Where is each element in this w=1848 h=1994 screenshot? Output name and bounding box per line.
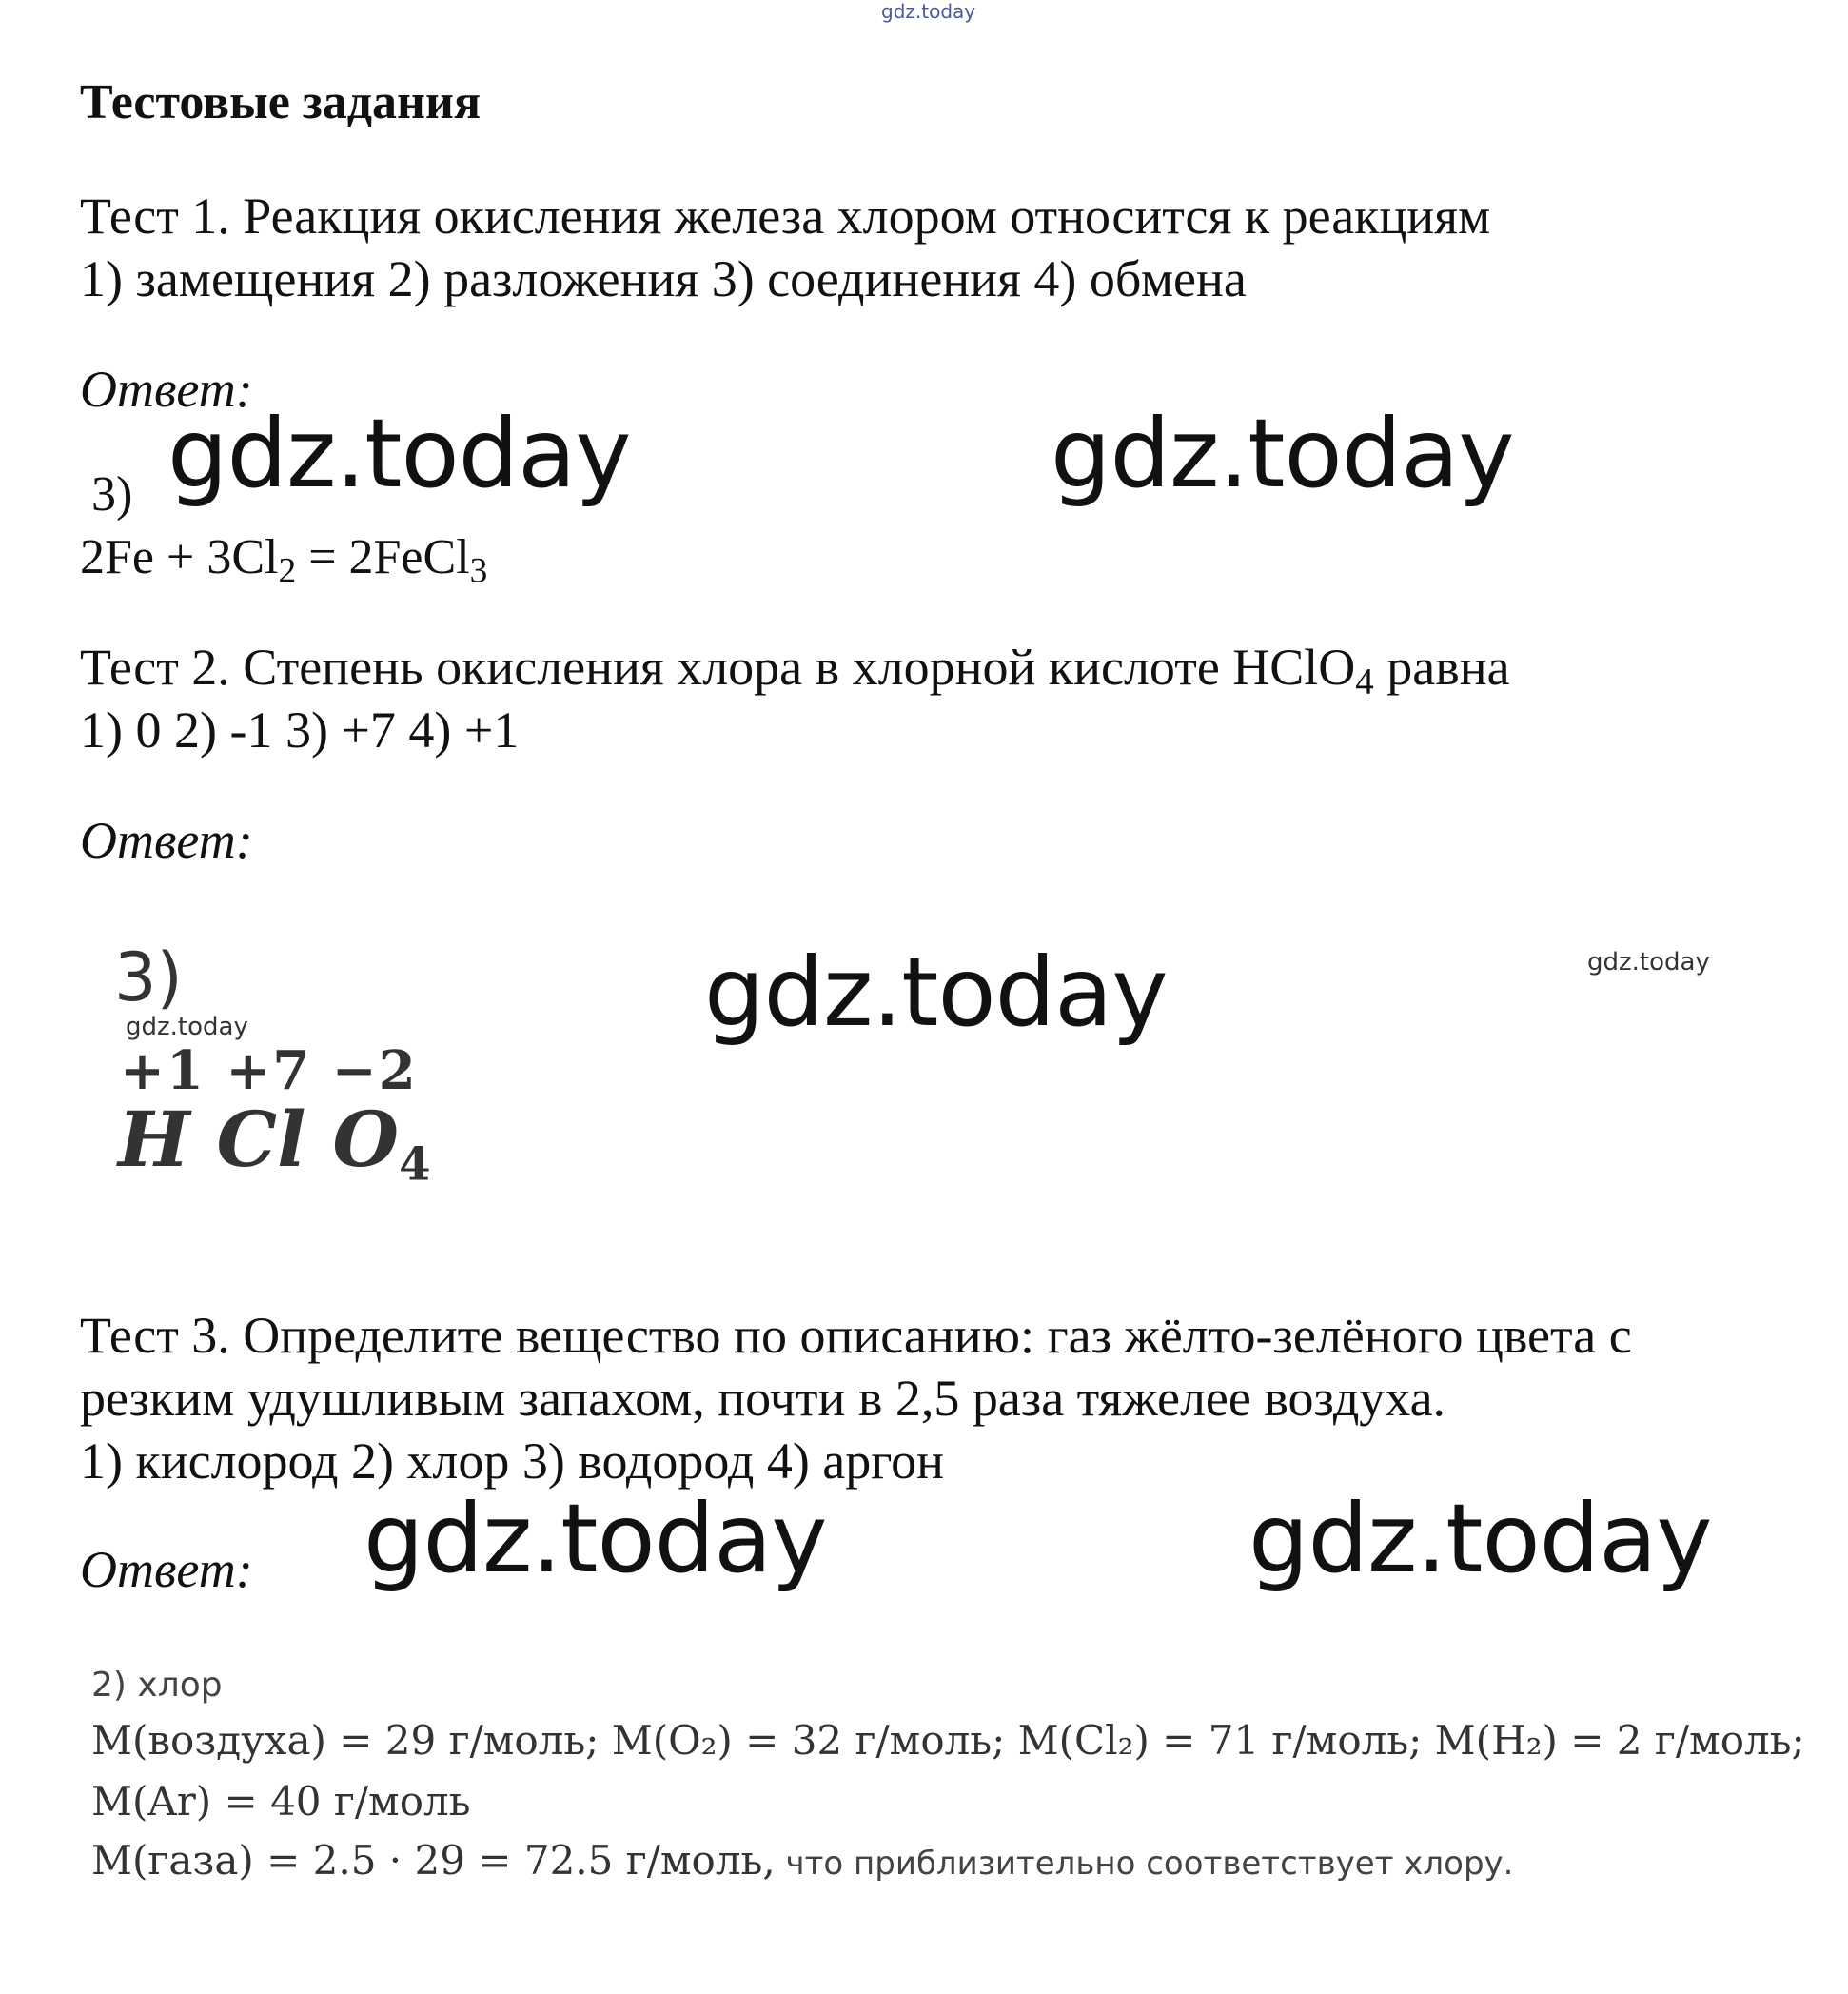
watermark-large: gdz.today [704, 937, 1168, 1048]
test2-answer: 3) [114, 938, 183, 1017]
test1-equation [80, 529, 488, 591]
solution-text: что приблизительно соответствует хлору. [775, 1845, 1514, 1883]
test1-question: Тест 1. Реакция окисления железа хлором относится к реакциям [80, 188, 1491, 245]
formula-subscript: 4 [399, 1137, 431, 1192]
solution-line [91, 1837, 1513, 1884]
page-title: Тестовые задания [80, 75, 482, 129]
equation-subscript: 2 [278, 551, 297, 591]
oxidation-states: +1 +7 −2 [120, 1039, 418, 1102]
formula-cl: Cl [216, 1095, 306, 1184]
equation-part: = 2FeCl [296, 530, 470, 584]
watermark-large: gdz.today [1248, 1483, 1712, 1594]
solution-line: M(воздуха) = 29 г/моль; M(O₂) = 32 г/моль; M(Cl₂) = 71 г/моль; M(H₂) = 2 г/моль; [91, 1717, 1805, 1764]
watermark-small: gdz.today [1587, 948, 1710, 977]
test3-answer-label: Ответ: [80, 1541, 253, 1598]
test3-options: 1) кислород 2) хлор 3) водород 4) аргон [80, 1432, 944, 1490]
test2-question [80, 636, 1510, 702]
test3-question-line1: Тест 3. Определите вещество по описанию: газ жёлто-зелёного цвета с [80, 1307, 1632, 1364]
solution-line: M(Ar) = 40 г/моль [91, 1778, 471, 1825]
test2-answer-label: Ответ: [80, 812, 253, 869]
solution-math: M(газа) = 2.5 · 29 = 72.5 г/моль, [91, 1837, 776, 1884]
test3-answer: 2) хлор [91, 1666, 223, 1705]
watermark-small: gdz.today [126, 1013, 248, 1041]
test2-options: 1) 0 2) -1 3) +7 4) +1 [80, 701, 520, 759]
test2-question-tail: равна [1373, 639, 1510, 696]
watermark-large: gdz.today [364, 1483, 827, 1594]
top-watermark: gdz.today [881, 0, 976, 23]
equation-part: 2Fe + 3Cl [80, 530, 279, 584]
watermark-large: gdz.today [1051, 398, 1514, 509]
formula-h: H [118, 1095, 190, 1184]
formula-subscript: 4 [1355, 661, 1374, 702]
hclo4-formula [118, 1095, 430, 1191]
test1-options: 1) замещения 2) разложения 3) соединения 4) обмена [80, 250, 1247, 307]
test1-answer: 3) [91, 467, 133, 522]
test2-question-text: Тест 2. Степень окисления хлора в хлорной кислоте HClO [80, 639, 1356, 696]
formula-o: O [332, 1095, 400, 1184]
test3-question-line2: резким удушливым запахом, почти в 2,5 раза тяжелее воздуха. [80, 1370, 1446, 1427]
watermark-large: gdz.today [167, 398, 631, 509]
test1-answer-label: Ответ: [80, 361, 253, 418]
equation-subscript: 3 [469, 551, 488, 591]
